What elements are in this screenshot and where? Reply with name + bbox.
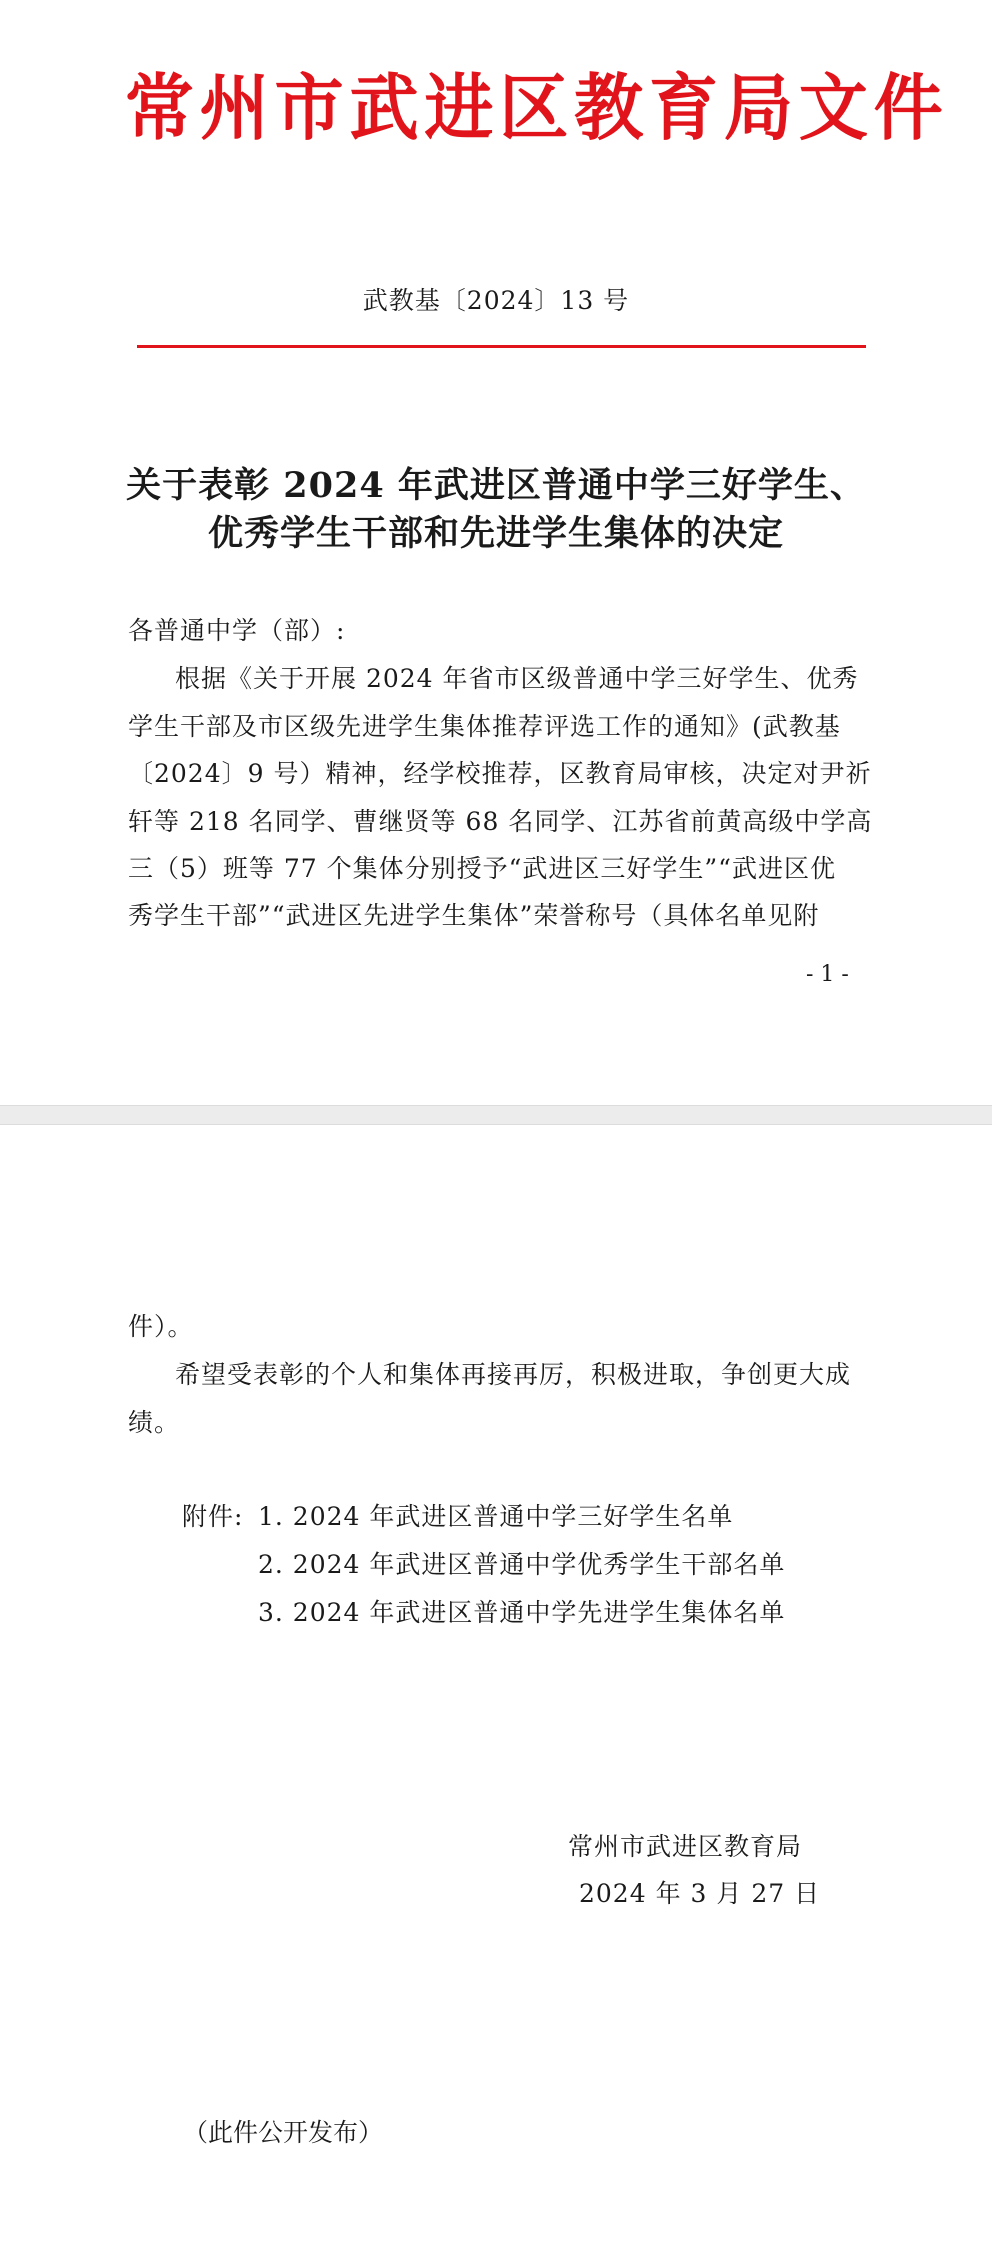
paragraph1-line: 根据《关于开展 2024 年省市区级普通中学三好学生、优秀 [175, 664, 859, 693]
issuer-header-title: 常州市武进区教育局文件 [124, 65, 949, 150]
document-title-line-1: 关于表彰 2024 年武进区普通中学三好学生、 [126, 465, 866, 506]
attachments-label: 附件: [182, 1502, 244, 1531]
paragraph1-line: 秀学生干部”“武进区先进学生集体”荣誉称号（具体名单见附 [128, 901, 820, 930]
page-separator [0, 1105, 992, 1125]
page-number: - 1 - [806, 962, 849, 987]
document-page-2 [0, 1125, 992, 2242]
salutation: 各普通中学（部）: [128, 616, 346, 645]
document-title-line-2: 优秀学生干部和先进学生集体的决定 [207, 513, 784, 554]
document-number: 武教基〔2024〕13 号 [362, 286, 630, 315]
paragraph1-line: 轩等 218 名同学、曹继贤等 68 名同学、江苏省前黄高级中学高 [128, 807, 873, 836]
red-divider-rule [137, 345, 866, 348]
attachment-item: 3. 2024 年武进区普通中学先进学生集体名单 [258, 1598, 786, 1627]
paragraph1-line: 件）。 [128, 1312, 194, 1341]
paragraph1-line: 〔2024〕9 号）精神，经学校推荐，区教育局审核，决定对尹祈 [128, 759, 872, 788]
paragraph1-line: 三（5）班等 77 个集体分别授予“武进区三好学生”“武进区优 [128, 854, 836, 883]
signature-organization: 常州市武进区教育局 [568, 1832, 803, 1861]
paragraph1-line: 学生干部及市区级先进学生集体推荐评选工作的通知》(武教基 [128, 712, 841, 741]
document-page-1 [0, 0, 992, 1105]
signature-date: 2024 年 3 月 27 日 [579, 1879, 821, 1908]
attachment-item: 1. 2024 年武进区普通中学三好学生名单 [258, 1502, 734, 1531]
attachment-item: 2. 2024 年武进区普通中学优秀学生干部名单 [258, 1550, 786, 1579]
paragraph2-line: 绩。 [128, 1408, 181, 1437]
paragraph2-line: 希望受表彰的个人和集体再接再厉，积极进取，争创更大成 [175, 1360, 852, 1389]
public-release-note: （此件公开发布） [183, 2118, 384, 2147]
